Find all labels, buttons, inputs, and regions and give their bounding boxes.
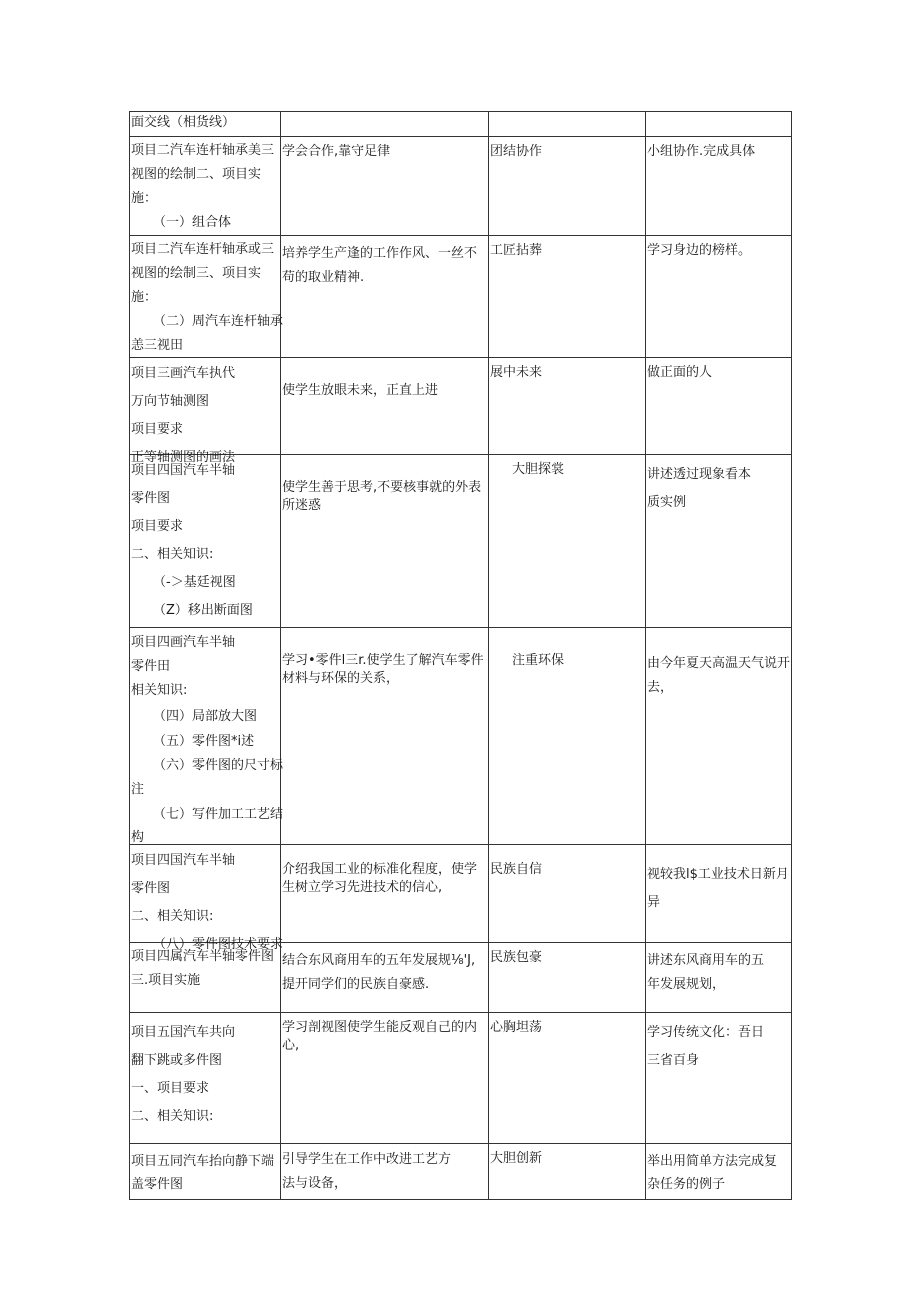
project-line: 盖零件图 xyxy=(131,1177,184,1192)
table-row xyxy=(130,455,792,628)
project-line: 项目五同汽车抬向静下端 xyxy=(131,1154,275,1169)
example-cell: 举出用简单方法完成复 杂任务的例子 xyxy=(646,1144,792,1200)
project-line: 二、相关知识: xyxy=(131,909,214,924)
content-cell: 结合东风商用车的五年发展规⅛'J,提开同学们的民族自豪感. xyxy=(281,943,489,1013)
example-cell: 学习传统文化：吾日 三省百身 xyxy=(646,1013,792,1144)
project-cell xyxy=(130,112,281,137)
content-cell xyxy=(281,112,489,137)
element-cell: 民族包豪 xyxy=(489,943,646,1013)
table-row xyxy=(130,358,792,455)
element-cell: 大胆探裳 xyxy=(489,455,646,628)
content-cell: 使学生善于思考,不要核事就的外表所迷惑 xyxy=(281,455,489,628)
project-cell xyxy=(130,1144,281,1200)
project-line: 视图的绘制三、项目实 xyxy=(131,266,262,281)
project-line: （二）周汽车连杆轴承 xyxy=(153,314,284,329)
content-cell: 培养学生产逢的工作作风、一丝不苟的取业精神. xyxy=(281,236,489,358)
project-cell xyxy=(130,845,284,952)
table-row xyxy=(130,845,792,943)
content-cell: 介绍我国工业的标准化程度，使学生树立学习先进技术的信心, xyxy=(281,845,489,943)
content-cell: 学会合作,靠守足律 xyxy=(281,137,489,236)
element-cell: 民族自信 xyxy=(489,845,646,943)
project-cell xyxy=(130,943,281,1013)
table-row xyxy=(130,112,792,137)
element-cell xyxy=(489,112,646,137)
project-line: 二、相关知识: xyxy=(131,547,214,562)
project-line: 项目要求 xyxy=(131,422,184,437)
example-cell: 小组协作.完成具体 xyxy=(646,137,792,236)
project-line: （八）零件图技术要求 xyxy=(153,937,284,952)
example-cell: 做正面的人 xyxy=(646,358,792,455)
project-cell xyxy=(130,455,281,628)
project-line: 项目四属汽车半轴零件图 xyxy=(131,949,275,964)
project-line: （Z）移出断面图 xyxy=(153,603,253,618)
project-line: 施： xyxy=(131,191,158,206)
table-row xyxy=(130,1144,792,1200)
project-line: 项目二汽车连杆轴承美三 xyxy=(131,143,275,158)
table-row xyxy=(130,137,792,236)
project-line: （-＞基廷视图 xyxy=(153,575,236,590)
project-line: 零件田 xyxy=(131,659,171,674)
example-cell: 视较我l$工业技术日新月 异 xyxy=(646,845,792,943)
project-line: 项目要求 xyxy=(131,519,184,534)
example-cell: 由今年夏天高温天气说开去， xyxy=(646,628,792,845)
table-row xyxy=(130,943,792,1013)
project-line: 项目四国汽车半轴 xyxy=(131,853,236,868)
project-line: （四）局部放大图 xyxy=(153,709,258,724)
project-line: 零件图 xyxy=(131,881,171,896)
project-line: 面交线（相货线） xyxy=(131,115,236,130)
example-cell xyxy=(646,112,792,137)
element-cell: 展中未来 xyxy=(489,358,646,455)
element-cell: 心胸坦荡 xyxy=(489,1013,646,1144)
content-cell: 学习剖视图使学生能反观自己的内心, xyxy=(281,1013,489,1144)
project-cell xyxy=(130,1013,281,1144)
project-line: 翻下跳或多件图 xyxy=(131,1053,223,1068)
project-line: 视图的绘制二、项目实 xyxy=(131,167,262,182)
project-line: 注 xyxy=(131,782,145,797)
project-line: （一）组合体 xyxy=(153,215,232,230)
project-line: （六）零件图的尺寸标 xyxy=(153,758,284,773)
project-cell xyxy=(130,358,281,465)
project-cell xyxy=(130,236,284,358)
project-line: 万向节轴测图 xyxy=(131,394,210,409)
project-line: 施： xyxy=(131,290,158,305)
table-row xyxy=(130,236,792,358)
project-line: 项目二汽车连杆轴承或三 xyxy=(131,242,275,257)
element-cell: 工匠拈葬 xyxy=(489,236,646,358)
example-cell: 讲述透过现象看本 质实例 xyxy=(646,455,792,628)
project-line: 三.项目实施 xyxy=(131,973,201,988)
element-cell: 团结协作 xyxy=(489,137,646,236)
project-line: （五）零件图*i述 xyxy=(153,734,255,749)
project-line: 构 xyxy=(131,830,145,845)
project-line: 正等轴测图的画法 xyxy=(131,450,236,465)
project-line: 相关知识: xyxy=(131,683,188,698)
project-cell xyxy=(130,628,284,845)
project-line: 零件图 xyxy=(131,491,171,506)
example-cell: 讲述东风商用车的五 年发展规划， xyxy=(646,943,792,1013)
project-line: 恙三视田 xyxy=(131,338,184,353)
project-line: 一、项目要求 xyxy=(131,1081,210,1096)
content-cell: 引导学生在工作中改进工艺方 法与设备， xyxy=(281,1144,489,1200)
project-line: 项目四国汽车半轴 xyxy=(131,463,236,478)
project-line: 二、相关知识: xyxy=(131,1109,214,1124)
project-line: 项目四画汽车半轴 xyxy=(131,635,236,650)
content-cell: 使学生放眼未来，正直上进 xyxy=(281,358,489,455)
project-cell xyxy=(130,137,281,236)
example-cell: 学习身边的榜样。 xyxy=(646,236,792,358)
content-cell: 学习•零件l三r.使学生了解汽车零件材料与环保的关系， xyxy=(281,628,489,845)
course-table xyxy=(129,111,792,1200)
element-cell: 注重环保 xyxy=(489,628,646,845)
project-line: 项目五国汽车共向 xyxy=(131,1025,236,1040)
table-row xyxy=(130,1013,792,1144)
project-line: 项目三画汽车执代 xyxy=(131,366,236,381)
element-cell: 大胆创新 xyxy=(489,1144,646,1200)
project-line: （七）写件加工工艺结 xyxy=(153,807,284,822)
table-row xyxy=(130,628,792,845)
